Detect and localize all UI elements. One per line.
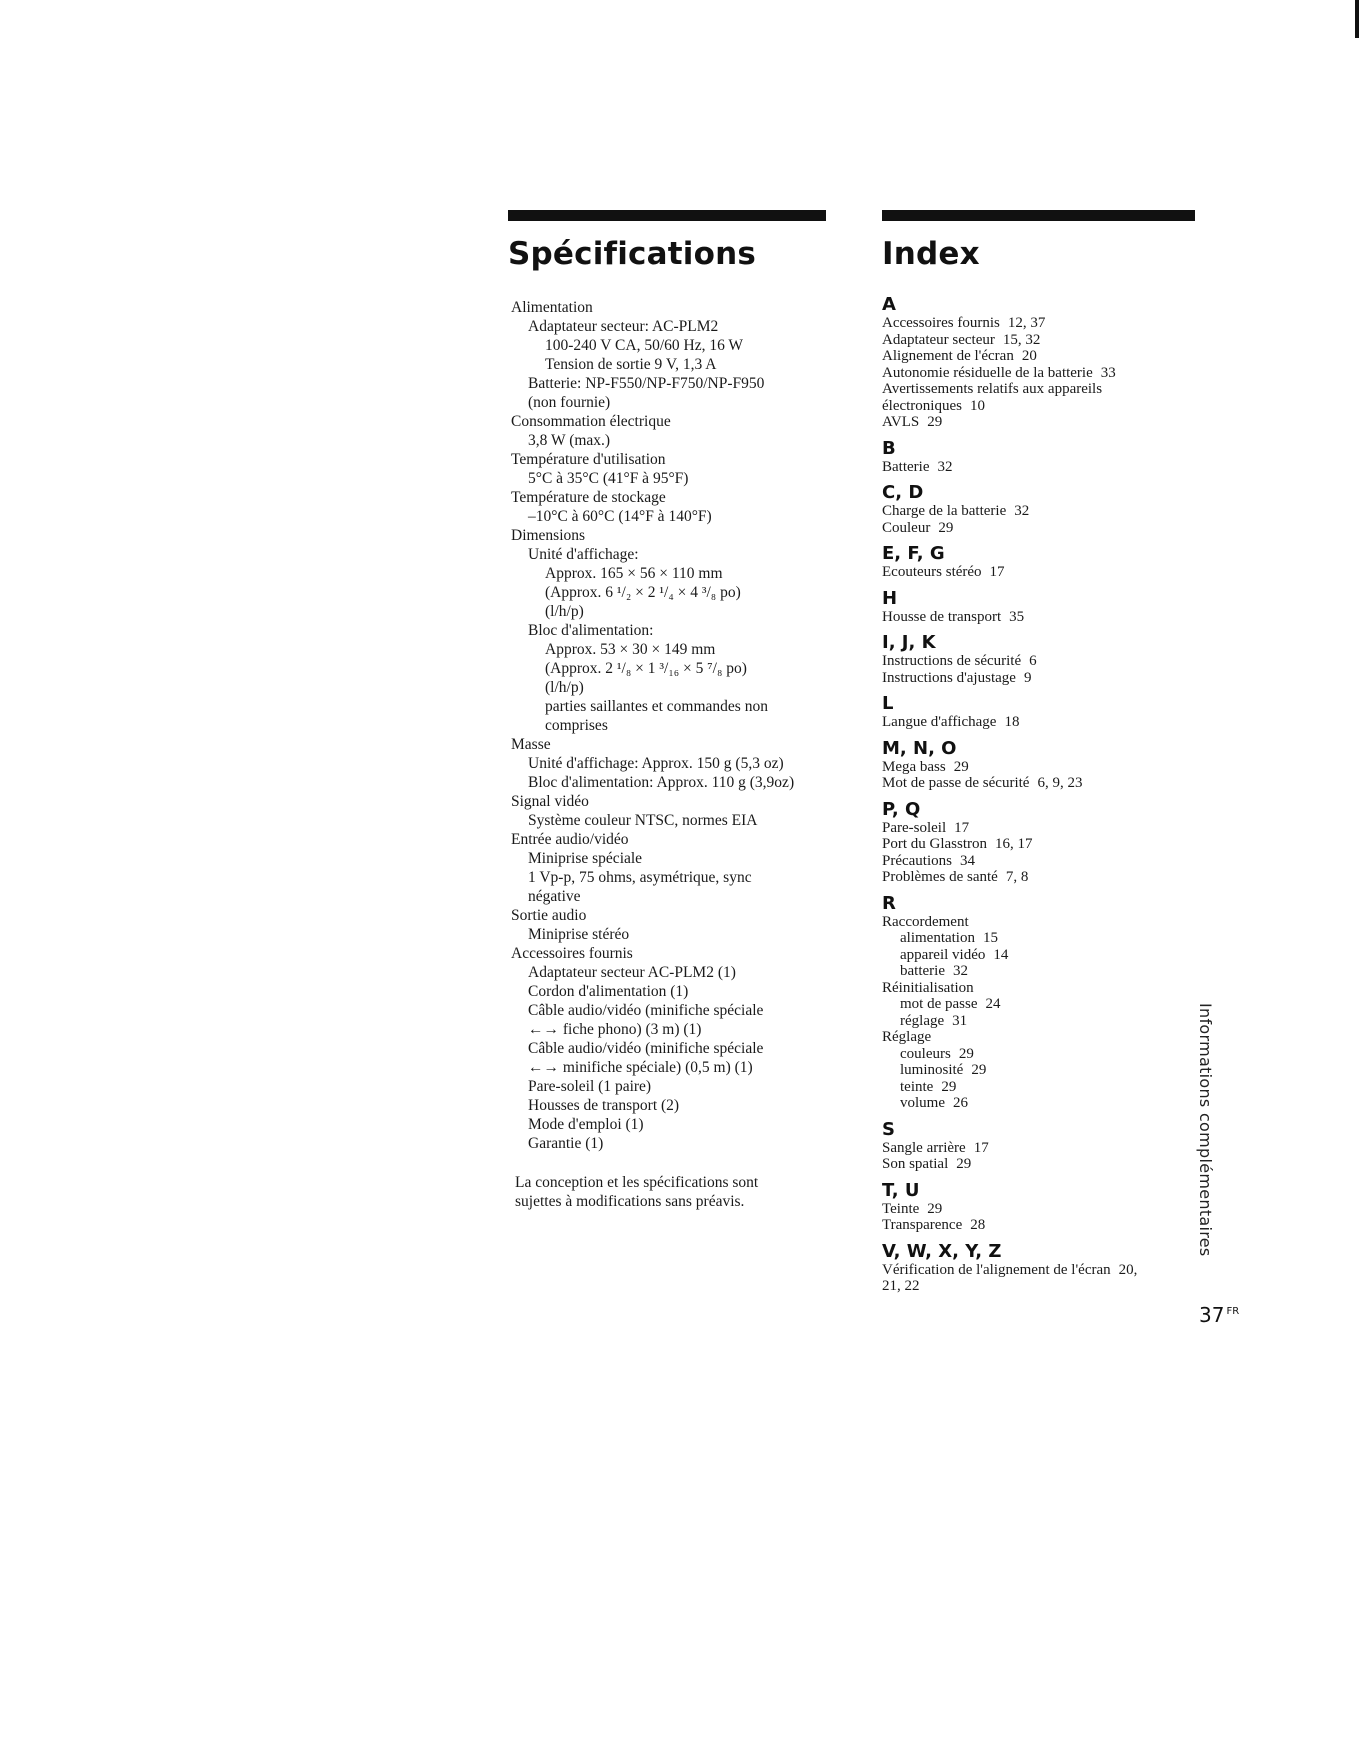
spec-line: Accessoires fournis [511, 945, 633, 962]
spec-line: Miniprise spéciale [528, 850, 643, 867]
index-entry-text: appareil vidéo [900, 946, 986, 963]
index-entry-pages: 29 [956, 1156, 972, 1172]
index-entry [882, 1013, 1202, 1030]
index-entry-pages: 29 [941, 1078, 957, 1095]
index-group [882, 633, 1202, 686]
index-entry-pages: 18 [1004, 714, 1020, 730]
index-entry [882, 1029, 1202, 1046]
index-entry-text: Transparence [882, 1217, 963, 1233]
index-group-letter: H [882, 587, 898, 609]
index-entry-pages: 32 [1014, 503, 1030, 519]
spec-line: Approx. 165 × 56 × 110 mm [545, 565, 723, 582]
index-group-letter: P, Q [882, 798, 921, 820]
index-entry-pages: 9 [1023, 669, 1032, 686]
index-entry [882, 564, 1202, 581]
index-entry-text: Adaptateur secteur [882, 331, 995, 348]
index-entry-text: Couleur [882, 519, 931, 536]
index-entry-pages: 29 [958, 1045, 974, 1062]
index-group-letter: M, N, O [882, 737, 957, 759]
index-entry [882, 1262, 1202, 1279]
index-group [882, 1242, 1202, 1295]
index-entry [882, 759, 1202, 776]
spec-line: Température de stockage [511, 489, 666, 506]
spec-line: Adaptateur secteur: AC-PLM2 [528, 318, 719, 335]
index-entry-pages: 10 [969, 397, 985, 414]
index-title: Index [882, 236, 980, 272]
index-group-letter: B [882, 437, 896, 459]
index-group [882, 694, 1202, 731]
index-entry [882, 836, 1202, 853]
index-entry-pages: 20, [1118, 1261, 1138, 1278]
spec-line: Bloc d'alimentation: [528, 622, 654, 639]
index-entry-text: luminosité [900, 1062, 964, 1078]
specifications-rule [508, 210, 826, 221]
index-entry [882, 1046, 1202, 1063]
index-entry-text: Précautions [882, 852, 952, 869]
index-entry [882, 414, 1202, 431]
index-list [882, 295, 1202, 1295]
index-group [882, 1120, 1202, 1173]
index-entry [882, 963, 1202, 980]
spec-line: Dimensions [511, 527, 586, 544]
index-entry [882, 398, 1202, 415]
spec-line: ←→ minifiche spéciale) (0,5 m) (1) [528, 1059, 753, 1076]
specifications-list [508, 298, 828, 1153]
index-group [882, 739, 1202, 792]
index-entry-text: Réglage [882, 1029, 932, 1045]
index-entry-text: Pare-soleil [882, 819, 947, 836]
index-entry [882, 1095, 1202, 1112]
specifications-title: Spécifications [508, 236, 757, 272]
spec-line: Entrée audio/vidéo [511, 831, 629, 848]
index-entry-text: Sangle arrière [882, 1139, 966, 1156]
index-entry-pages: 29 [971, 1062, 987, 1078]
index-group [882, 483, 1202, 536]
spec-line: Système couleur NTSC, normes EIA [528, 812, 758, 829]
spec-line: Unité d'affichage: [528, 546, 639, 563]
index-entry [882, 459, 1202, 476]
index-entry [882, 1201, 1202, 1218]
spec-line: comprises [545, 717, 608, 734]
spec-line: 1 Vp-p, 75 ohms, asymétrique, sync [528, 869, 752, 886]
spec-line: 3,8 W (max.) [528, 432, 611, 449]
spec-line: Câble audio/vidéo (minifiche spéciale [528, 1002, 764, 1019]
spec-line: Consommation électrique [511, 413, 671, 430]
index-entry [882, 820, 1202, 837]
index-entry [882, 315, 1202, 332]
index-entry-text: Housse de transport [882, 608, 1002, 625]
index-group [882, 295, 1202, 431]
index-entry-pages: 29 [927, 1200, 943, 1217]
index-entry-text: Avertissements relatifs aux appareils [882, 381, 1103, 397]
index-entry-pages: 24 [985, 996, 1001, 1012]
index-entry-pages: 20 [1021, 348, 1037, 364]
index-entry-text: électroniques [882, 397, 962, 414]
spec-line: Cordon d'alimentation (1) [528, 983, 689, 1000]
index-entry-text: Problèmes de santé [882, 869, 998, 885]
index-entry-pages: 16, 17 [995, 836, 1033, 852]
index-entry-pages: 15, 32 [1002, 331, 1041, 348]
index-entry [882, 947, 1202, 964]
index-entry-text: Mega bass [882, 758, 946, 775]
spec-line: Pare-soleil (1 paire) [528, 1078, 652, 1095]
index-entry-text: Raccordement [882, 913, 969, 930]
index-entry-text: Accessoires fournis [882, 315, 1000, 331]
index-entry-pages: 35 [1009, 608, 1025, 625]
index-entry [882, 996, 1202, 1013]
index-entry [882, 348, 1202, 365]
index-entry-text: batterie [900, 963, 945, 979]
page-number-suffix: FR [1226, 1306, 1240, 1317]
index-entry-pages: 32 [937, 458, 953, 475]
spec-line: Miniprise stéréo [528, 926, 630, 943]
index-entry [882, 503, 1202, 520]
index-entry-text: réglage [900, 1012, 945, 1029]
index-entry-text: Charge de la batterie [882, 503, 1007, 519]
spec-line: Tension de sortie 9 V, 1,3 A [545, 356, 717, 373]
index-entry-pages: 29 [953, 758, 969, 775]
index-group [882, 439, 1202, 476]
spec-line: 5°C à 35°C (41°F à 95°F) [528, 470, 689, 487]
index-group [882, 894, 1202, 1112]
spec-note-line: sujettes à modifications sans préavis. [515, 1193, 745, 1210]
index-group-letter: I, J, K [882, 632, 936, 653]
index-group-letter: C, D [882, 482, 924, 503]
index-entry-text: teinte [900, 1078, 934, 1095]
spec-line: (l/h/p) [545, 679, 584, 696]
index-group-letter: V, W, X, Y, Z [882, 1240, 1002, 1262]
spec-line: Approx. 53 × 30 × 149 mm [545, 641, 716, 658]
index-entry-text: Ecouteurs stéréo [882, 564, 982, 580]
spec-line: Masse [511, 736, 551, 753]
spec-line: Batterie: NP-F550/NP-F750/NP-F950 [528, 375, 765, 392]
spec-line: Alimentation [511, 299, 593, 316]
spec-line: Température d'utilisation [511, 451, 666, 468]
index-entry [882, 332, 1202, 349]
spec-line: Mode d'emploi (1) [528, 1116, 644, 1133]
index-entry [882, 930, 1202, 947]
index-entry-text: volume [900, 1095, 945, 1111]
index-entry-pages: 28 [970, 1217, 986, 1233]
index-entry [882, 1079, 1202, 1096]
page-number-value: 37 [1199, 1303, 1225, 1327]
spec-line: (Approx. 6 ¹/₂ × 2 ¹/₄ × 4 ³/₈ po) [545, 584, 741, 601]
spec-line: Sortie audio [511, 907, 587, 924]
index-entry-text: Instructions d'ajustage [882, 669, 1016, 686]
index-entry-pages: 17 [954, 819, 970, 836]
index-entry-pages: 14 [993, 946, 1009, 963]
index-entry-pages: 29 [927, 414, 943, 430]
index-entry-pages: 33 [1100, 364, 1116, 381]
spec-line: Housses de transport (2) [528, 1097, 680, 1114]
spec-line: parties saillantes et commandes non [545, 698, 768, 715]
edge-mark [1355, 0, 1359, 38]
spec-line: 100-240 V CA, 50/60 Hz, 16 W [545, 337, 744, 354]
index-entry [882, 980, 1202, 997]
index-entry [882, 1156, 1202, 1173]
index-group-letter: R [882, 892, 896, 914]
index-entry-pages: 15 [982, 930, 998, 946]
index-entry-pages: 6, 9, 23 [1037, 775, 1083, 791]
index-entry-pages: 26 [953, 1095, 968, 1111]
index-entry-text: 21, 22 [882, 1278, 920, 1294]
side-section-label: Informations complémentaires [1196, 1003, 1215, 1257]
index-entry-text: Son spatial [882, 1156, 949, 1172]
index-entry-text: Instructions de sécurité [882, 653, 1022, 669]
spec-line: (Approx. 2 ¹/₈ × 1 ³/₁₆ × 5 ⁷/₈ po) [545, 660, 747, 677]
index-group-letter: A [882, 294, 896, 315]
specifications-note [508, 1173, 828, 1211]
index-entry [882, 609, 1202, 626]
index-entry-text: Batterie [882, 458, 930, 475]
index-entry-text: alimentation [900, 930, 975, 946]
index-entry-pages: 6 [1029, 653, 1037, 669]
index-entry-pages: 17 [989, 564, 1005, 580]
spec-note-line: La conception et les spécifications sont [515, 1174, 759, 1191]
index-group [882, 1181, 1202, 1234]
index-entry [882, 1278, 1202, 1295]
index-entry [882, 1140, 1202, 1157]
spec-line: négative [528, 888, 581, 905]
spec-line: Unité d'affichage: Approx. 150 g (5,3 oz) [528, 755, 784, 772]
index-entry-text: Port du Glasstron [882, 836, 987, 852]
index-entry [882, 653, 1202, 670]
spec-line: Bloc d'alimentation: Approx. 110 g (3,9oz) [528, 774, 795, 791]
index-column [882, 210, 1202, 1295]
index-entry [882, 869, 1202, 886]
spec-line: Garantie (1) [528, 1135, 604, 1152]
index-entry-text: Vérification de l'alignement de l'écran [882, 1261, 1111, 1278]
index-entry-pages: 12, 37 [1007, 315, 1046, 331]
index-entry-pages: 34 [959, 852, 975, 869]
spec-line: Signal vidéo [511, 793, 589, 810]
spec-line: (l/h/p) [545, 603, 584, 620]
index-entry-pages: 32 [952, 963, 968, 979]
index-entry [882, 914, 1202, 931]
index-entry-text: mot de passe [900, 996, 978, 1012]
index-group [882, 544, 1202, 581]
index-group-letter: E, F, G [882, 543, 945, 564]
index-entry-text: Réinitialisation [882, 979, 974, 996]
index-entry [882, 853, 1202, 870]
index-entry [882, 1217, 1202, 1234]
index-entry-text: AVLS [882, 414, 920, 430]
index-entry-pages: 31 [952, 1012, 968, 1029]
index-group [882, 800, 1202, 886]
index-entry-text: Alignement de l'écran [882, 348, 1014, 364]
spec-line: Adaptateur secteur AC-PLM2 (1) [528, 964, 736, 981]
index-entry [882, 714, 1202, 731]
index-group [882, 589, 1202, 626]
index-rule [882, 210, 1195, 221]
index-entry [882, 520, 1202, 537]
index-entry-text: Mot de passe de sécurité [882, 775, 1030, 791]
index-entry [882, 1062, 1202, 1079]
index-entry-pages: 7, 8 [1005, 869, 1029, 885]
index-entry [882, 365, 1202, 382]
index-group-letter: S [882, 1118, 895, 1140]
specifications-column [508, 210, 828, 1211]
index-group-letter: L [882, 693, 894, 714]
spec-line: Câble audio/vidéo (minifiche spéciale [528, 1040, 764, 1057]
index-entry [882, 670, 1202, 687]
spec-line: –10°C à 60°C (14°F à 140°F) [528, 508, 712, 525]
index-entry-text: Autonomie résiduelle de la batterie [882, 364, 1093, 381]
index-entry-pages: 29 [938, 519, 954, 536]
index-entry-text: Langue d'affichage [882, 714, 997, 730]
index-entry-pages: 17 [973, 1139, 989, 1156]
index-group-letter: T, U [882, 1179, 920, 1201]
index-entry [882, 381, 1202, 398]
index-entry [882, 775, 1202, 792]
index-entry-text: Teinte [882, 1200, 920, 1217]
spec-line: (non fournie) [528, 394, 611, 411]
index-entry-text: couleurs [900, 1045, 951, 1062]
page-number [1199, 1303, 1239, 1327]
spec-line: ←→ fiche phono) (3 m) (1) [528, 1021, 702, 1038]
